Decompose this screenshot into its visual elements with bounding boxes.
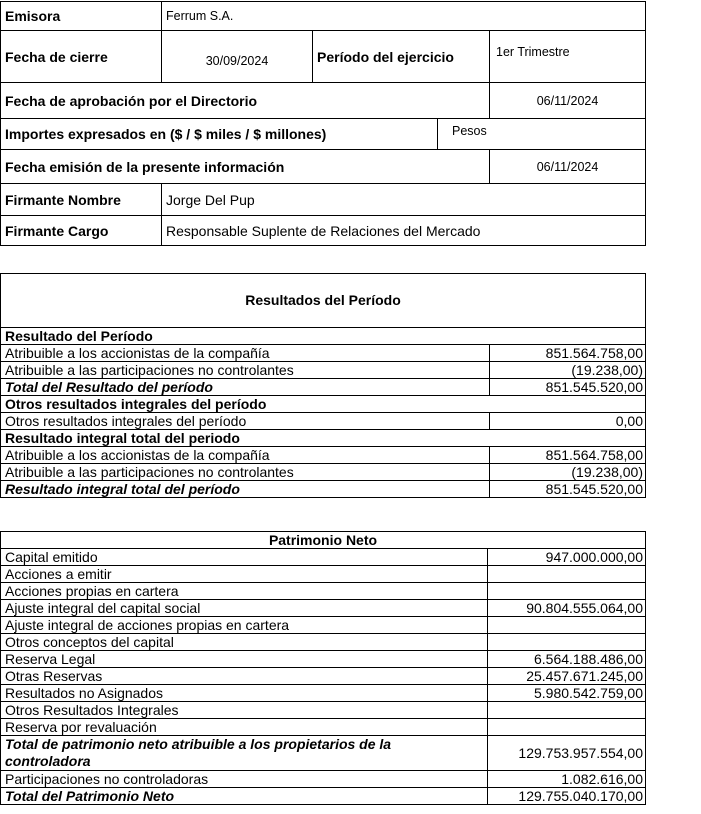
- resultados-row-value: 851.545.520,00: [490, 379, 646, 396]
- patrimonio-row: [1, 651, 646, 668]
- total-atribuible-label-2: controladora: [5, 753, 91, 769]
- resultados-row: [1, 328, 646, 345]
- total-patrimonio-label: Total del Patrimonio Neto: [1, 788, 488, 805]
- patrimonio-row-label: Acciones propias en cartera: [1, 583, 488, 600]
- resultados-row-label: Resultado integral total del período: [1, 481, 490, 498]
- resultados-row-label: Resultado integral total del periodo: [1, 430, 490, 447]
- patrimonio-row-value: [488, 634, 646, 651]
- resultados-row-value: (19.238,00): [490, 464, 646, 481]
- patrimonio-row-label: Reserva Legal: [1, 651, 488, 668]
- patrimonio-row: [1, 600, 646, 617]
- row-emisora: [1, 2, 646, 31]
- resultados-row: [1, 481, 646, 498]
- patrimonio-row-label: Otras Reservas: [1, 668, 488, 685]
- resultados-row-value: [490, 328, 646, 345]
- resultados-row-label: Atribuible a los accionistas de la compañía: [1, 345, 490, 362]
- firmante-cargo-label: Firmante Cargo: [1, 216, 162, 246]
- emision-label: Fecha emisión de la presente información: [1, 150, 490, 184]
- patrimonio-row: [1, 668, 646, 685]
- patrimonio-row-value: 6.564.188.486,00: [488, 651, 646, 668]
- resultados-body: [1, 328, 646, 498]
- row-emision: [1, 150, 646, 184]
- resultados-row: [1, 464, 646, 481]
- patrimonio-total-atribuible-row: [1, 736, 646, 771]
- patrimonio-row: [1, 549, 646, 566]
- fecha-cierre-label: Fecha de cierre: [1, 31, 162, 83]
- resultados-row: [1, 396, 646, 413]
- patrimonio-row-label: Ajuste integral de acciones propias en cartera: [1, 617, 488, 634]
- total-patrimonio-value: 129.755.040.170,00: [488, 788, 646, 805]
- resultados-row-value: (19.238,00): [490, 362, 646, 379]
- aprobacion-value: 06/11/2024: [490, 83, 646, 119]
- row-aprobacion: [1, 83, 646, 119]
- patrimonio-row-label: Capital emitido: [1, 549, 488, 566]
- patrimonio-row-value: 947.000.000,00: [488, 549, 646, 566]
- resultados-row-label: Total del Resultado del período: [1, 379, 490, 396]
- aprobacion-label: Fecha de aprobación por el Directorio: [1, 83, 490, 119]
- resultados-row-label: Otros resultados integrales del período: [1, 396, 490, 413]
- patrimonio-row-value: 5.980.542.759,00: [488, 685, 646, 702]
- patrimonio-title: Patrimonio Neto: [1, 532, 646, 549]
- resultados-title: Resultados del Período: [1, 274, 646, 328]
- resultados-table: [0, 273, 646, 498]
- participaciones-label: Participaciones no controladoras: [1, 771, 488, 788]
- header-table: [0, 1, 646, 246]
- patrimonio-title-row: [1, 532, 646, 549]
- fecha-cierre-value: 30/09/2024: [162, 31, 313, 83]
- patrimonio-row: [1, 685, 646, 702]
- row-importes: [1, 119, 646, 150]
- resultados-row: [1, 362, 646, 379]
- firmante-nombre-value: Jorge Del Pup: [162, 184, 646, 216]
- resultados-row-value: [490, 396, 646, 413]
- patrimonio-row-value: 90.804.555.064,00: [488, 600, 646, 617]
- patrimonio-row-label: Otros conceptos del capital: [1, 634, 488, 651]
- resultados-row-value: [490, 430, 646, 447]
- resultados-row: [1, 379, 646, 396]
- resultados-row-label: Atribuible a las participaciones no controlantes: [1, 362, 490, 379]
- resultados-row-label: Atribuible a los accionistas de la compañía: [1, 447, 490, 464]
- resultados-row-label: Otros resultados integrales del período: [1, 413, 490, 430]
- patrimonio-row-value: [488, 566, 646, 583]
- patrimonio-row-label: Otros Resultados Integrales: [1, 702, 488, 719]
- patrimonio-row: [1, 634, 646, 651]
- patrimonio-row-value: 25.457.671.245,00: [488, 668, 646, 685]
- row-firmante-nombre: [1, 184, 646, 216]
- patrimonio-row-label: Acciones a emitir: [1, 566, 488, 583]
- resultados-row-value: 851.564.758,00: [490, 447, 646, 464]
- participaciones-value: 1.082.616,00: [488, 771, 646, 788]
- row-firmante-cargo: [1, 216, 646, 246]
- firmante-nombre-label: Firmante Nombre: [1, 184, 162, 216]
- patrimonio-participaciones-row: [1, 771, 646, 788]
- patrimonio-row: [1, 617, 646, 634]
- firmante-cargo-value: Responsable Suplente de Relaciones del Mercado: [162, 216, 646, 246]
- emisora-label: Emisora: [1, 2, 162, 31]
- resultados-row-label: Atribuible a las participaciones no controlantes: [1, 464, 490, 481]
- patrimonio-row-value: [488, 617, 646, 634]
- patrimonio-row-label: Resultados no Asignados: [1, 685, 488, 702]
- resultados-row: [1, 413, 646, 430]
- patrimonio-row: [1, 719, 646, 736]
- patrimonio-row-label: Ajuste integral del capital social: [1, 600, 488, 617]
- periodo-label: Período del ejercicio: [313, 31, 490, 83]
- resultados-row: [1, 430, 646, 447]
- patrimonio-row: [1, 566, 646, 583]
- total-atribuible-label-1: Total de patrimonio neto atribuible a los propietarios de la: [5, 736, 392, 752]
- resultados-row-value: 851.545.520,00: [490, 481, 646, 498]
- row-fecha-cierre: [1, 31, 646, 83]
- resultados-row: [1, 447, 646, 464]
- total-atribuible-label: [1, 736, 488, 771]
- patrimonio-body: [1, 549, 646, 736]
- periodo-value: 1er Trimestre: [490, 31, 646, 83]
- patrimonio-row-value: [488, 719, 646, 736]
- patrimonio-row: [1, 702, 646, 719]
- patrimonio-row-label: Reserva por revaluación: [1, 719, 488, 736]
- total-atribuible-value: 129.753.957.554,00: [488, 736, 646, 771]
- emisora-value: Ferrum S.A.: [162, 2, 646, 31]
- resultados-row-value: 851.564.758,00: [490, 345, 646, 362]
- importes-label: Importes expresados en ($ / $ miles / $ millones): [1, 119, 438, 150]
- resultados-row: [1, 345, 646, 362]
- patrimonio-row-value: [488, 702, 646, 719]
- resultados-row-value: 0,00: [490, 413, 646, 430]
- resultados-title-row: [1, 274, 646, 328]
- patrimonio-table: [0, 531, 646, 805]
- resultados-row-label: Resultado del Período: [1, 328, 490, 345]
- patrimonio-total-row: [1, 788, 646, 805]
- patrimonio-row: [1, 583, 646, 600]
- importes-value: Pesos: [438, 119, 646, 150]
- emision-value: 06/11/2024: [490, 150, 646, 184]
- patrimonio-row-value: [488, 583, 646, 600]
